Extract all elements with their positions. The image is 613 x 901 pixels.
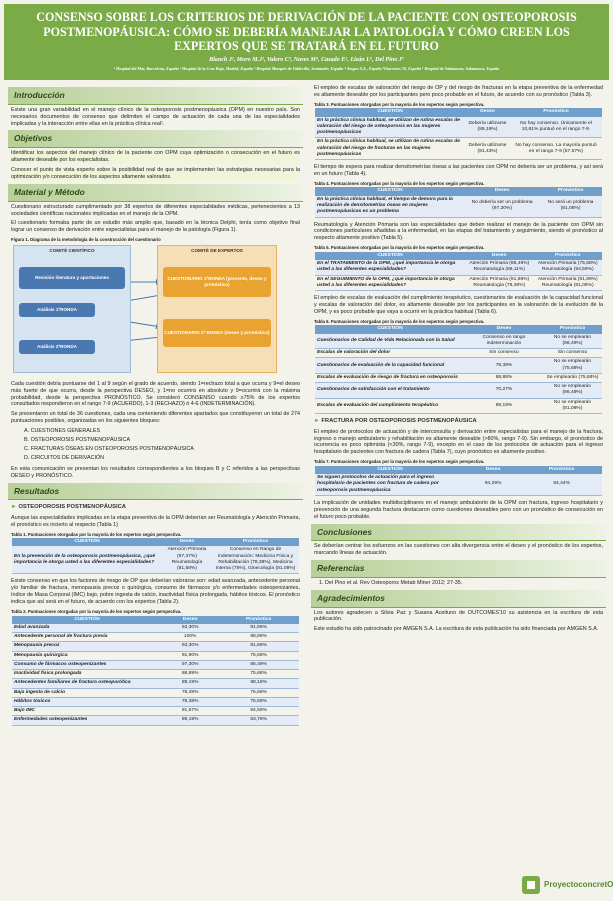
section-conclusiones: Conclusiones	[311, 524, 606, 542]
t3-header-cuestion: CUESTIÓN	[315, 108, 465, 116]
cell: 94,44%	[521, 474, 602, 495]
t5-header-pronostico: Pronóstico	[534, 252, 603, 260]
cell: Hábitos tóxicos	[12, 697, 162, 706]
comite-expertos-label: COMITÉ DE EXPERTOS	[191, 247, 243, 253]
agradecimientos-text-2: Este estudio ha sido patrocinado por AMGEN S.A. La escritura de esta publicación ha sido financiada por AMGEN S.A.	[314, 626, 599, 633]
table4-caption: Tabla 4. Puntuaciones otorgadas por la mayoría de los expertos según perspectiva.	[314, 180, 485, 186]
t2-header-cuestion: CUESTIÓN	[12, 616, 162, 624]
table6-caption: Tabla 6. Puntuaciones otorgadas por la mayoría de los expertos según perspectiva.	[314, 318, 485, 324]
poster-title: CONSENSO SOBRE LOS CRITERIOS DE DERIVACIÓN DE LA PACIENTE CON OSTEOPOROSIS POSTMENOPÁUSICA: CÓMO SE DEBERÍA MANEJAR LA PATOLOGÍA Y CÓMO CREEN LOS EXPERTOS QUE SE TRATARÁ EN EL FUTURO	[36, 10, 577, 53]
subsection-fractura-label: FRACTURA POR OSTEOPOROSIS POSTMENOPÁUSICA	[321, 418, 477, 425]
cell: Bajo IMC	[12, 707, 162, 716]
table-row	[12, 546, 299, 574]
reference-1: 1. Del Pino et al. Rev Osteoporos Metab Miner 2012; 27-35.	[319, 579, 463, 586]
cell: 91,66%	[218, 642, 299, 651]
t6-header-deseo: Deseo	[465, 325, 543, 333]
cell: 89,19%	[465, 398, 543, 414]
table-4	[315, 187, 602, 217]
cell: 88,89%	[218, 633, 299, 642]
right-column	[311, 84, 606, 636]
table-row	[12, 642, 299, 651]
table-5	[315, 252, 602, 291]
cell: Se emplearán (75,68%)	[543, 373, 602, 382]
table-row	[315, 373, 602, 382]
table-row	[315, 260, 602, 275]
section-objetivos: Objetivos	[8, 130, 303, 148]
cell: 78,38%	[162, 688, 218, 697]
subsection-osteoporosis-label: OSTEOPOROSIS POSTMENOPÁUSICA	[18, 504, 126, 511]
cell: 94,59%	[218, 707, 299, 716]
cell: Antecedente personal de fractura previa	[12, 633, 162, 642]
bullet-icon: ►	[314, 418, 322, 425]
cell: Escalas de evaluación del cumplimiento terapéutico	[315, 398, 465, 414]
cell: 75,68%	[218, 651, 299, 660]
cell: No hay consenso. Únicamente el 10,81% puntuó en el rango 7-9.	[510, 117, 602, 138]
t5-header-deseo: Deseo	[465, 252, 534, 260]
cell: Atención Primaria (91,89%) Reumatología (81,08%)	[534, 275, 603, 291]
cell: Debería utilizarse (89,19%)	[465, 117, 510, 138]
objetivos-text-2: Conocer el punto de vista experto sobre la posibilidad real de que se implementen las estrategias necesarias para la optimización y/o consecución de los aspectos altamente valorados.	[11, 167, 300, 180]
t2-header-deseo: Deseo	[162, 616, 218, 624]
metodo-text-4: Se presentaron un total de 36 cuestiones, cada una conteniendo diferentes apartados que constituyeron un total de 274 puntuaciones posibles, organizadas en los siguientes bloques:	[11, 411, 300, 425]
t4-header-deseo: Deseo	[465, 187, 539, 195]
cell: Atención Primaria (86,49%) Reumatología (86,11%)	[465, 260, 534, 275]
methodology-diagram	[11, 245, 300, 377]
cell: Consenso en rango indeterminación	[465, 334, 543, 349]
objetivos-text-1: Identificar los aspectos del manejo clínico de la paciente con OPM cuya optimización o consecución en el futuro es altamente deseable por los especialistas.	[11, 150, 300, 164]
table-row	[315, 349, 602, 358]
cell: En el SEGUIMIENTO de la OPM, ¿qué importancia le otorga usted a las diferentes especialidades?	[315, 275, 465, 291]
t2-header-pronostico: Pronóstico	[218, 616, 299, 624]
cell: Debería utilizarse (91,43%)	[465, 138, 510, 160]
cell: 88,19%	[218, 679, 299, 688]
t1-header-deseo: Deseo	[162, 538, 212, 546]
table-2	[12, 616, 299, 726]
cell: Enfermedades osteopenizantes	[12, 716, 162, 725]
table-row	[315, 117, 602, 138]
block-c: C. FRACTURAS ÓSEAS EN OSTEOPOROSIS POSTMENOPÁUSICA	[24, 445, 194, 452]
cell: 78,38%	[465, 358, 543, 374]
t7-header-cuestion: CUESTIÓN	[315, 466, 465, 474]
t6-header-pronostico: Pronóstico	[543, 325, 602, 333]
table-7	[315, 466, 602, 496]
table-row	[12, 679, 299, 688]
table2-caption: Tabla 2. Puntuaciones otorgadas por la mayoría de los expertos según perspectiva.	[11, 609, 182, 615]
table-row	[12, 633, 299, 642]
cell: Escalas de evaluación de riesgo de fractura en osteoporosis	[315, 373, 465, 382]
cell: En la práctica clínica habitual, el tiempo de demora para la realización de densitometrías óseas en mujeres postmenopáusicas es un problema	[315, 196, 465, 217]
t5-header-cuestion: CUESTIÓN	[315, 252, 465, 260]
cell: 91,66%	[218, 624, 299, 633]
cell: 89,19%	[162, 716, 218, 725]
table-row	[12, 624, 299, 633]
cell: No se emplearán (75,68%)	[543, 358, 602, 374]
block-d: D. CIRCUITOS DE DERIVACIÓN	[24, 454, 105, 461]
cell: Antecedentes familiares de fractura osteoporótica	[12, 679, 162, 688]
left-column	[8, 84, 303, 730]
cell: 93,30%	[162, 624, 218, 633]
cell: Sin consenso	[543, 349, 602, 358]
analisis-2-box: Análisis 2ªRONDA	[19, 340, 95, 354]
resultados-text-2: Existe consenso en que los factores de riesgo de OP que deberían valorarse son: edad avanzada, antecedente personal y/o familiar de fractura, menopausia precoz o quirúrgica, consumo de fármacos y/o enfermedades osteopenizantes, índice de Masa Corporal (IMC) bajo, pobre ingesta de calcio, inactividad física prolongada, hábitos tóxicos. El pronóstico indica que así será en el futuro, de acuerdo con los expertos (Tabla 2).	[11, 578, 300, 606]
table7-caption: Tabla 7. Puntuaciones otorgadas por la mayoría de los expertos según perspectiva.	[314, 459, 485, 465]
t4-header-pronostico: Pronóstico	[539, 187, 602, 195]
cell: Atención Primaria (75,68%) Reumatología (94,59%)	[534, 260, 603, 275]
cell: No se emplearán (86,49%)	[543, 383, 602, 399]
comite-cientifico-label: COMITÉ CIENTÍFICO	[49, 247, 95, 253]
right-text-4: El empleo de escalas de evaluación del cumplimiento terapéutico, cuestionarios de evaluación de la capacidad funcional y escalas de valoración del dolor, es altamente deseable por los participantes en la valoración de la evolución de la OPM, y es poco probable que vaya a ocurrir en la práctica habitual (Tabla 6).	[314, 295, 603, 315]
subsection-osteoporosis	[11, 504, 300, 511]
agradecimientos-text-1: Los autores agradecen a Silvia Paz y Susana Aceituno de OUTCOMES'10 su asistencia en la escritura de esta publicación.	[314, 609, 603, 623]
figure-caption: Figura 1. Diagrama de la metodología de la construcción del cuestionario	[11, 237, 161, 243]
t1-header-cuestion: CUESTIÓN	[12, 538, 162, 546]
cell: 70,27%	[465, 383, 543, 399]
table-row	[12, 688, 299, 697]
cuestionario-1-box: CUESTIONARIO 1ªRONDA (presente, deseo y pronóstico)	[163, 267, 271, 297]
poster-header	[4, 4, 609, 80]
cell: 75,68%	[218, 697, 299, 706]
t3-header-pronostico: Pronóstico	[510, 108, 602, 116]
table-row	[315, 196, 602, 217]
cell: No hay consenso. La mayoría puntuó en el rango 7-9 (57,57%)	[510, 138, 602, 160]
cell: 86,49%	[218, 660, 299, 669]
table-row	[12, 716, 299, 725]
section-agradecimientos: Agradecimientos	[311, 590, 606, 608]
cell: 94,29%	[465, 474, 521, 495]
cell: Sin consenso	[465, 349, 543, 358]
subsection-fractura	[314, 418, 603, 425]
metodo-text-3: Cada cuestión debía puntuarse del 1 al 9 según el grado de acuerdo, siendo 1=rechazo total a que ocurra y 9=el deseo más fuerte de que ocurra, desde la perspectiva DESEO, y 1=no ocurrirá en absoluto y 9=ocurrirá con la máxima probabilidad, desde la perspectiva PRONÓSTICO. Se consideró CONSENSO cuando ≥75% de los expertos consultados respondieron en el rango 7-9 (ACUERDO), 1-3 (RECHAZO) ó 4-6 (INDETERMINACIÓN).	[11, 380, 300, 408]
right-text-5: El empleo de protocolos de actuación y de interconsulta y derivación entre especialistas para el manejo de la fractura, ingreso o manejo ambulatorio y rehabilitación es altamente deseable (>80%, rango 7-9). Sin embargo, el pronóstico de ocurrencia es poco optimista (<30%, rango 7-9), excepto en el caso de los protocolos de actuación para el ingreso hospitalario de pacientes con fractura de cadera (Tabla 7), cuyo pronóstico es altamente positivo.	[314, 428, 603, 456]
t3-header-deseo: Deseo	[465, 108, 510, 116]
cell: Cuestionarios de Calidad de Vida Relacionada con la Salud	[315, 334, 465, 349]
table3-caption: Tabla 3. Puntuaciones otorgadas por la mayoría de los expertos según perspectiva.	[314, 101, 485, 107]
cell: En el TRATAMIENTO de la OPM, ¿qué importancia le otorga usted a las diferentes especialidades?	[315, 260, 465, 275]
table-row	[12, 651, 299, 660]
cell: 88,88%	[465, 373, 543, 382]
table-1	[12, 538, 299, 574]
table-row	[315, 383, 602, 399]
table-row	[12, 707, 299, 716]
table-3	[315, 108, 602, 160]
cell: No se emplearán (81,08%)	[543, 398, 602, 414]
t7-header-pronostico: Pronóstico	[521, 466, 602, 474]
t6-header-cuestion: CUESTIÓN	[315, 325, 465, 333]
t1-header-pronostico: Pronóstico	[212, 538, 299, 546]
cell: Cuestionarios de evaluación de la capacidad funcional	[315, 358, 465, 374]
cell: 93,30%	[162, 642, 218, 651]
cell: En la prevención de la osteoporosis postmenopáusica, ¿qué importancia le otorga usted a las diferentes especialidades?	[12, 546, 162, 574]
cell: 75,68%	[218, 688, 299, 697]
table-row	[315, 358, 602, 374]
cell: Atención Primaria (91,89%) Reumatología (78,38%)	[465, 275, 534, 291]
cell: No debería ser un problema (97,30%)	[465, 196, 539, 217]
metodo-text-2: El cuestionario formaba parte de un estudio más amplio que, basado en la técnica Delphi, tenía como objetivo final lograr un consenso de derivación entre especialistas para el manejo de la patología (Figura 1).	[11, 220, 300, 234]
right-text-6: La implicación de unidades multidisciplinares en el manejo ambulatorio de la OPM con fractura, ingreso hospitalario y prevención de una segunda fractura destacaron como cuestiones deseables pero con un pronóstico de consecución en el futuro poco probable.	[314, 499, 603, 520]
resultados-text-1: Aunque las especialidades implicadas en la etapa preventiva de la OPM deberían ser Reumatología y Atención Primaria, el pronóstico es incierto al respecto (Tabla 1)	[11, 514, 300, 528]
cell: Atención Primaria (97,37%) Reumatología (81,58%)	[162, 546, 212, 574]
cell: Escalas de valoración del dolor	[315, 349, 465, 358]
section-introduccion: Introducción	[8, 87, 303, 105]
table-row	[12, 697, 299, 706]
section-material-metodo: Material y Método	[8, 184, 303, 202]
table5-caption: Tabla 5. Puntuaciones otorgadas por la mayoría de los expertos según perspectiva.	[314, 245, 485, 251]
cell: 83,78%	[218, 716, 299, 725]
cuestionario-2-box: CUESTIONARIO 2ª RONDA (deseo y pronóstico)	[163, 319, 271, 347]
revision-box: Revisión literatura y aportaciones	[19, 267, 125, 289]
cell: 78,38%	[162, 697, 218, 706]
table-row	[12, 660, 299, 669]
cell: 97,30%	[162, 660, 218, 669]
question-blocks	[24, 428, 287, 462]
proyecto-concreto-logo	[520, 872, 613, 898]
metodo-text-1: Cuestionario estructurado cumplimentado por 38 expertos de diferentes especialidades médicas, pertenecientes a 13 sociedades científicas nacionales implicadas en el manejo de la OPM.	[11, 203, 300, 217]
comite-expertos-panel	[157, 245, 277, 373]
cell: 91,90%	[162, 651, 218, 660]
cell: En la práctica clínica habitual, se utilizan de rutina escalas de valoración del riesgo de osteoporosis en las mujeres postmenopáusicas	[315, 117, 465, 138]
cell: Inactividad física prolongada	[12, 670, 162, 679]
right-text-2: El tiempo de espera para realizar densitometrías óseas a las pacientes con OPM no debería ser un problema, y así será en un futuro (Tabla 4).	[314, 164, 603, 178]
affiliations: ¹ Hospital del Mar, Barcelona, España ² Hospital de la Cruz Roja, Madrid, España ³ Hospital Marqués de Valdecilla, Santander, España ⁴ Amgen S.A., España ⁵Outcomes'10, España ⁶ Hospital de Salamanca, Salamanca, España	[113, 66, 500, 72]
cell: No será un problema (81,08%)	[539, 196, 602, 217]
cell: Menopausia quirúrgica	[12, 651, 162, 660]
table-row	[315, 398, 602, 414]
conclusiones-text: Se deberían centrar los esfuerzos en las cuestiones con alta divergencia entre el deseo y el pronóstico de los expertos, marcando líneas de actuación.	[314, 543, 603, 557]
block-a: A. CUESTIONES GENERALES	[24, 428, 101, 435]
cell: 91,67%	[162, 707, 218, 716]
metodo-text-5: En esta comunicación se presentan los resultados correspondientes a los bloques B y C referidos a las perspectivas DESEO y PRONÓSTICO.	[11, 465, 300, 479]
right-text-3: Reumatología y Atención Primaria son las especialidades que deben realizar el manejo de la paciente con OPM sin condiciones particulares añadidas a la enfermedad, en las etapas del tratamiento y seguimiento, siendo el pronóstico al respecto altamente positivo (Tabla 5).	[314, 221, 603, 242]
section-referencias: Referencias	[311, 560, 606, 578]
analisis-1-box: Análisis 1ªRONDA	[19, 303, 95, 317]
cell: Consumo de fármacos osteopenizantes	[12, 660, 162, 669]
logo-text: ProyectoconcretO	[544, 880, 613, 889]
cell: En la práctica clínica habitual, se utilizan de rutina escalas de valoración del riesgo de fracturas en las mujeres postmenopáusicas	[315, 138, 465, 160]
table-row	[12, 670, 299, 679]
table-row	[315, 138, 602, 160]
cell: 88,89%	[162, 670, 218, 679]
cell: Cuestionarios de satisfacción con el tratamiento	[315, 383, 465, 399]
cell: No se emplearán (86,49%)	[543, 334, 602, 349]
authors: Blanch J¹, Moro M.J², Valero C³, Naves M⁴, Casado E⁵, Lizán L⁶, Del Pino J⁷	[209, 56, 404, 63]
cell: 75,68%	[218, 670, 299, 679]
table-row	[315, 275, 602, 291]
table-row	[315, 334, 602, 349]
cell: Consenso en Rango de Indeterminación: Medicina Física y Rehabilitación (78,38%), Medicina Interna (75%), Ginecología (81,08%)	[212, 546, 299, 574]
section-resultados: Resultados	[8, 483, 303, 501]
table-6	[315, 325, 602, 414]
cell: Edad avanzada	[12, 624, 162, 633]
table-row	[315, 474, 602, 495]
bullet-icon: ►	[11, 504, 19, 511]
table1-caption: Tabla 1. Puntuaciones otorgadas por la mayoría de los expertos según perspectiva.	[11, 531, 182, 537]
cell: Menopausia precoz	[12, 642, 162, 651]
cell: 89,19%	[162, 679, 218, 688]
cell: 100%	[162, 633, 218, 642]
block-b: B. OSTEOPOROSIS POSTMENOPÁUSICA	[24, 437, 131, 444]
cell: Se siguen protocolos de actuación para el ingreso hospitalario de pacientes con fractura de cadera por osteoporosis postmenopáusica	[315, 474, 465, 495]
t7-header-deseo: Deseo	[465, 466, 521, 474]
cell: Baja ingesta de calcio	[12, 688, 162, 697]
right-text-1: El empleo de escalas de valoración del riesgo de OP y del riesgo de fracturas en la etapa preventiva de la enfermedad es altamente deseable por los participantes pero poco probable en el futuro, de acuerdo con su pronóstico (Tabla 3).	[314, 85, 603, 98]
t4-header-cuestion: CUESTIÓN	[315, 187, 465, 195]
intro-text: Existe una gran variabilidad en el manejo clínico de la osteoporosis postmenopáusica (OPM) en nuestro país. Son necesarios documentos de consenso que delimiten el campo de actuación de cada una de las especialidades implicadas y la interacción entre ellas en la práctica clínica real¹.	[11, 106, 300, 127]
